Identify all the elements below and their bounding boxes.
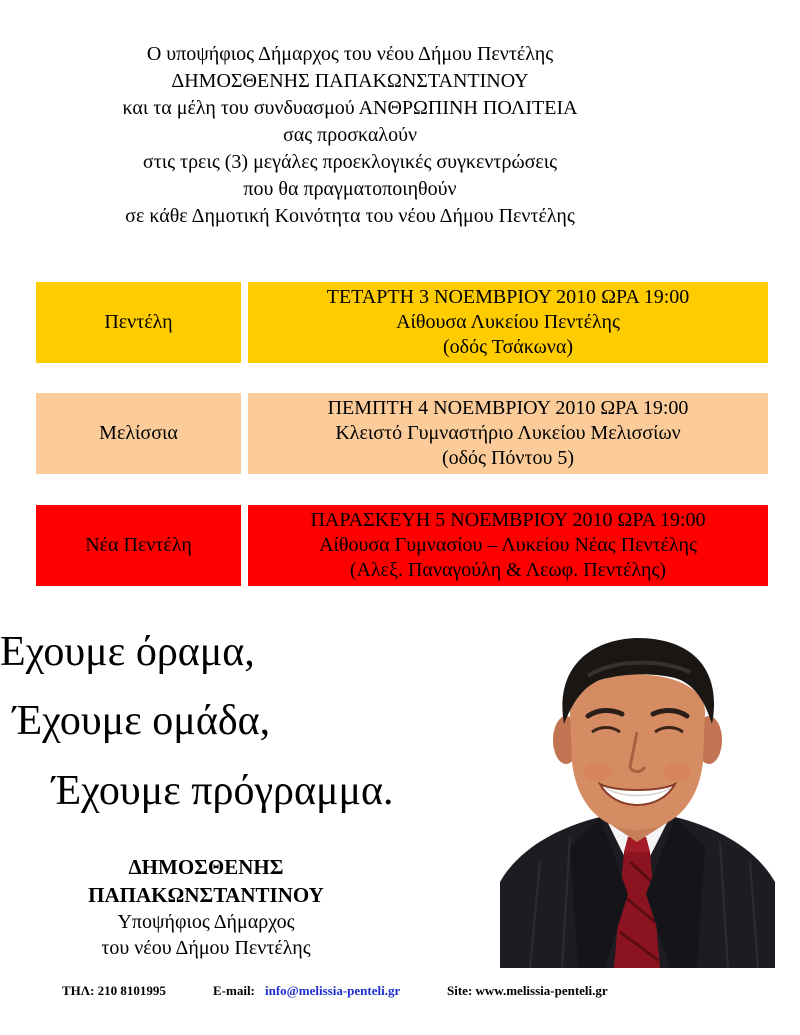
candidate-signature [36, 853, 376, 961]
intro-line: σας προσκαλούν [282, 124, 418, 146]
intro-line: στις τρεις (3) μεγάλες προεκλογικές συγκεντρώσεις [142, 151, 558, 173]
event-row-nea-penteli [36, 505, 768, 586]
event-datetime: ΠΑΡΑΣΚΕΥΗ 5 ΝΟΕΜΒΡΙΟΥ 2010 ΩΡΑ 19:00 [310, 509, 706, 531]
event-venue: Αίθουσα Γυμνασίου – Λυκείου Νέας Πεντέλης [319, 534, 697, 556]
event-datetime: ΠΕΜΠΤΗ 4 ΝΟΕΜΒΡΙΟΥ 2010 ΩΡΑ 19:00 [327, 397, 689, 419]
email-link[interactable]: info@melissia-penteli.gr [265, 983, 401, 998]
intro-line: Ο υποψήφιος Δήμαρχος του νέου Δήμου Πεντέλης [146, 43, 554, 65]
event-row-melissia [36, 393, 768, 474]
candidate-photo [500, 632, 775, 968]
slogan-program: Έχουμε πρόγραμμα. [52, 768, 394, 814]
intro-line: σε κάθε Δημοτική Κοινότητα του νέου Δήμου Πεντέλης [125, 205, 575, 227]
event-town-label: Πεντέλη [104, 311, 173, 333]
email-label: E-mail: [213, 983, 255, 998]
intro-line: και τα μέλη του συνδυασμού ΑΝΘΡΩΠΙΝΗ ΠΟΛΙΤΕΙΑ [122, 97, 578, 119]
event-venue: Κλειστό Γυμναστήριο Λυκείου Μελισσίων [335, 422, 681, 444]
invitation-text [0, 41, 700, 230]
event-details-box [248, 282, 768, 363]
event-datetime: ΤΕΤΑΡΤΗ 3 ΝΟΕΜΒΡΙΟΥ 2010 ΩΡΑ 19:00 [326, 286, 690, 308]
website-link[interactable]: Site: www.melissia-penteli.gr [447, 983, 608, 998]
event-address: (Αλεξ. Παναγούλη & Λεωφ. Πεντέλης) [349, 559, 667, 581]
phone-number: ΤΗΛ: 210 8101995 [62, 983, 166, 998]
event-row-penteli [36, 282, 768, 363]
event-venue: Αίθουσα Λυκείου Πεντέλης [396, 311, 620, 333]
event-details-box [248, 393, 768, 474]
event-address: (οδός Τσάκωνα) [443, 336, 573, 358]
slogan-team: Έχουμε ομάδα, [13, 698, 271, 744]
event-details-box [248, 505, 768, 586]
event-town-label: Μελίσσια [99, 422, 178, 444]
candidate-last-name: ΠΑΠΑΚΩΝΣΤΑΝΤΙΝΟΥ [88, 883, 324, 907]
event-address: (οδός Πόντου 5) [441, 447, 575, 469]
event-town-box [36, 393, 241, 474]
candidate-municipality: του νέου Δήμου Πεντέλης [101, 937, 311, 959]
event-town-label: Νέα Πεντέλη [85, 534, 192, 556]
intro-line: που θα πραγματοποιηθούν [243, 178, 457, 200]
event-town-box [36, 505, 241, 586]
candidate-role: Υποψήφιος Δήμαρχος [117, 911, 295, 933]
event-town-box [36, 282, 241, 363]
slogan-vision: Εχουμε όραμα, [0, 629, 255, 675]
intro-line: ΔΗΜΟΣΘΕΝΗΣ ΠΑΠΑΚΩΝΣΤΑΝΤΙΝΟΥ [171, 70, 529, 92]
candidate-first-name: ΔΗΜΟΣΘΕΝΗΣ [128, 855, 284, 879]
